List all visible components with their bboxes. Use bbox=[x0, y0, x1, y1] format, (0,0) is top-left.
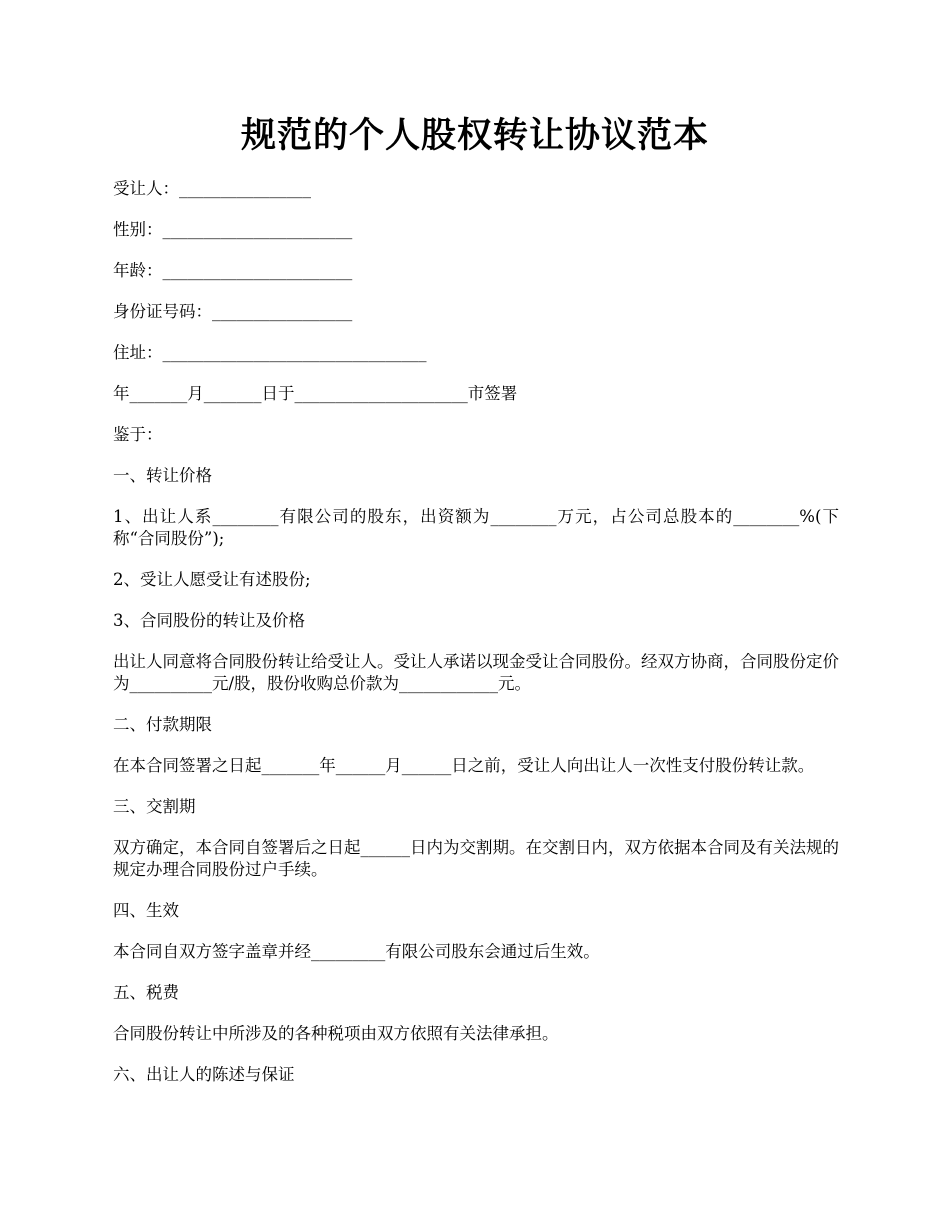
section-heading-effect: 四、生效 bbox=[113, 901, 179, 920]
address-line: 住址：________________________________ bbox=[113, 343, 427, 362]
signing-date-line: 年_______月_______日于_____________________市签署 bbox=[113, 384, 518, 403]
delivery-paragraph: 双方确定，本合同自签署后之日起______日内为交割期。在交割日内，双方依据本合同及有关法规的规定办理合同股份过户手续。 bbox=[113, 838, 839, 879]
payment-paragraph: 在本合同签署之日起_______年______月______日之前，受让人向出让人一次性支付股份转让款。 bbox=[113, 756, 815, 775]
clause-1: 1、出让人系________有限公司的股东，出资额为________万元，占公司总股本的________%(下称“合同股份”); bbox=[113, 507, 839, 548]
clause-2: 2、受让人愿受让有述股份; bbox=[113, 570, 311, 589]
section-heading-price: 一、转让价格 bbox=[113, 466, 212, 485]
effect-paragraph: 本合同自双方签字盖章并经_________有限公司股东会通过后生效。 bbox=[113, 942, 600, 961]
age-line: 年龄：_______________________ bbox=[113, 261, 353, 280]
section-heading-payment: 二、付款期限 bbox=[113, 715, 212, 734]
section-heading-representations: 六、出让人的陈述与保证 bbox=[113, 1065, 295, 1084]
whereas-heading: 鉴于： bbox=[113, 425, 163, 444]
section-heading-delivery: 三、交割期 bbox=[113, 797, 196, 816]
taxes-paragraph: 合同股份转让中所涉及的各种税项由双方依照有关法律承担。 bbox=[113, 1024, 559, 1043]
document-title: 规范的个人股权转让协议范本 bbox=[240, 115, 709, 156]
price-paragraph: 出让人同意将合同股份转让给受让人。受让人承诺以现金受让合同股份。经双方协商，合同股份定价为__________元/股，股份收购总价款为____________元。 bbox=[113, 652, 839, 693]
section-heading-taxes: 五、税费 bbox=[113, 983, 179, 1002]
gender-line: 性别：_______________________ bbox=[113, 220, 353, 239]
id-number-line: 身份证号码：_________________ bbox=[113, 302, 353, 321]
clause-3: 3、合同股份的转让及价格 bbox=[113, 611, 305, 630]
transferee-line: 受让人：________________ bbox=[113, 179, 311, 198]
document-body bbox=[113, 178, 839, 1105]
